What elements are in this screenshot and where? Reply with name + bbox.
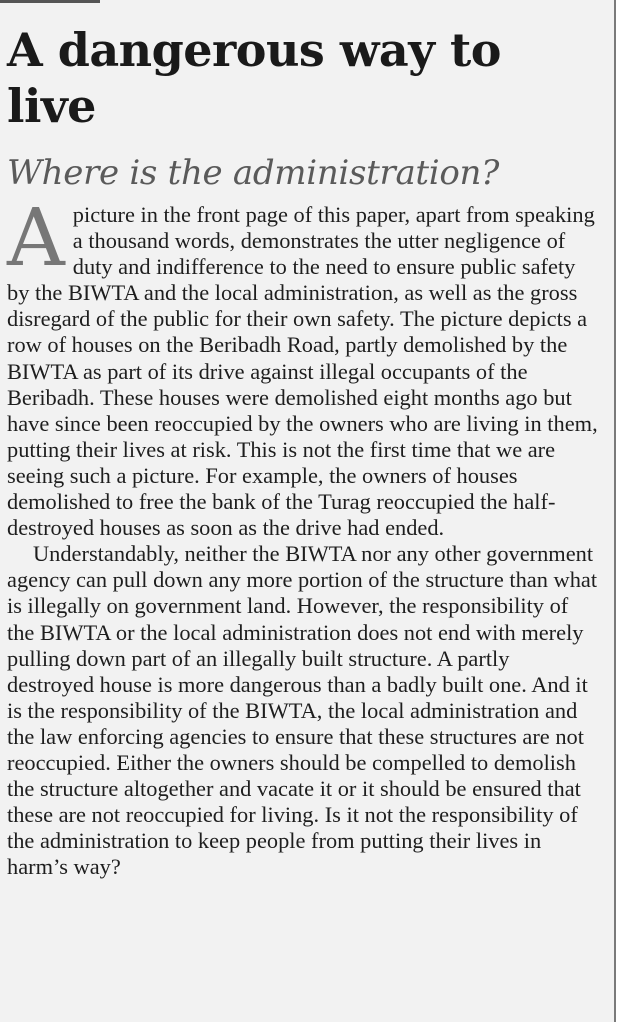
top-rule-divider bbox=[0, 0, 100, 3]
subheadline: Where is the administration? bbox=[7, 153, 500, 193]
paragraph-1 bbox=[7, 191, 599, 541]
paragraph-2: Understandably, neither the BIWTA nor any other government agency can pull down any more portion of the structure than what is illegally on government land. However, the responsibility of the BIWTA or the local administration does not end with merely pulling down part of an illegally built structure. A partly destroyed house is more dangerous than a badly built one. And it is the responsibility of the BIWTA, the local administration and the law enforcing agencies to ensure that these structures are not reoccupied. Either the owners should be compelled to demolish the structure altogether and vacate it or it should be ensured that these are not reoccupied for living. Is it not the responsibility of the administration to keep people from putting their lives in harm’s way? bbox=[7, 541, 598, 880]
paragraph-1-text: picture in the front page of this paper, apart from speaking a thousand words, demonstrates the utter negligence of duty and indifference to the need to ensure public safety by the BIWTA and the local administration, as well as the gross disregard of the public for their own safety. The picture depicts a row of houses on the Beribadh Road, partly demolished by the BIWTA as part of its drive against illegal occupants of the Beribadh. These houses were demolished eight months ago but have since been reoccupied by the owners who are living in them, putting their lives at risk. This is not the first time that we are seeing such a picture. For example, the owners of houses demolished to free the bank of the Turag reoccupied the half-destroyed houses as soon as the drive had ended. bbox=[7, 202, 598, 541]
headline: A dangerous way to live bbox=[7, 23, 501, 133]
drop-cap: A bbox=[7, 191, 65, 284]
article-body bbox=[7, 191, 599, 880]
